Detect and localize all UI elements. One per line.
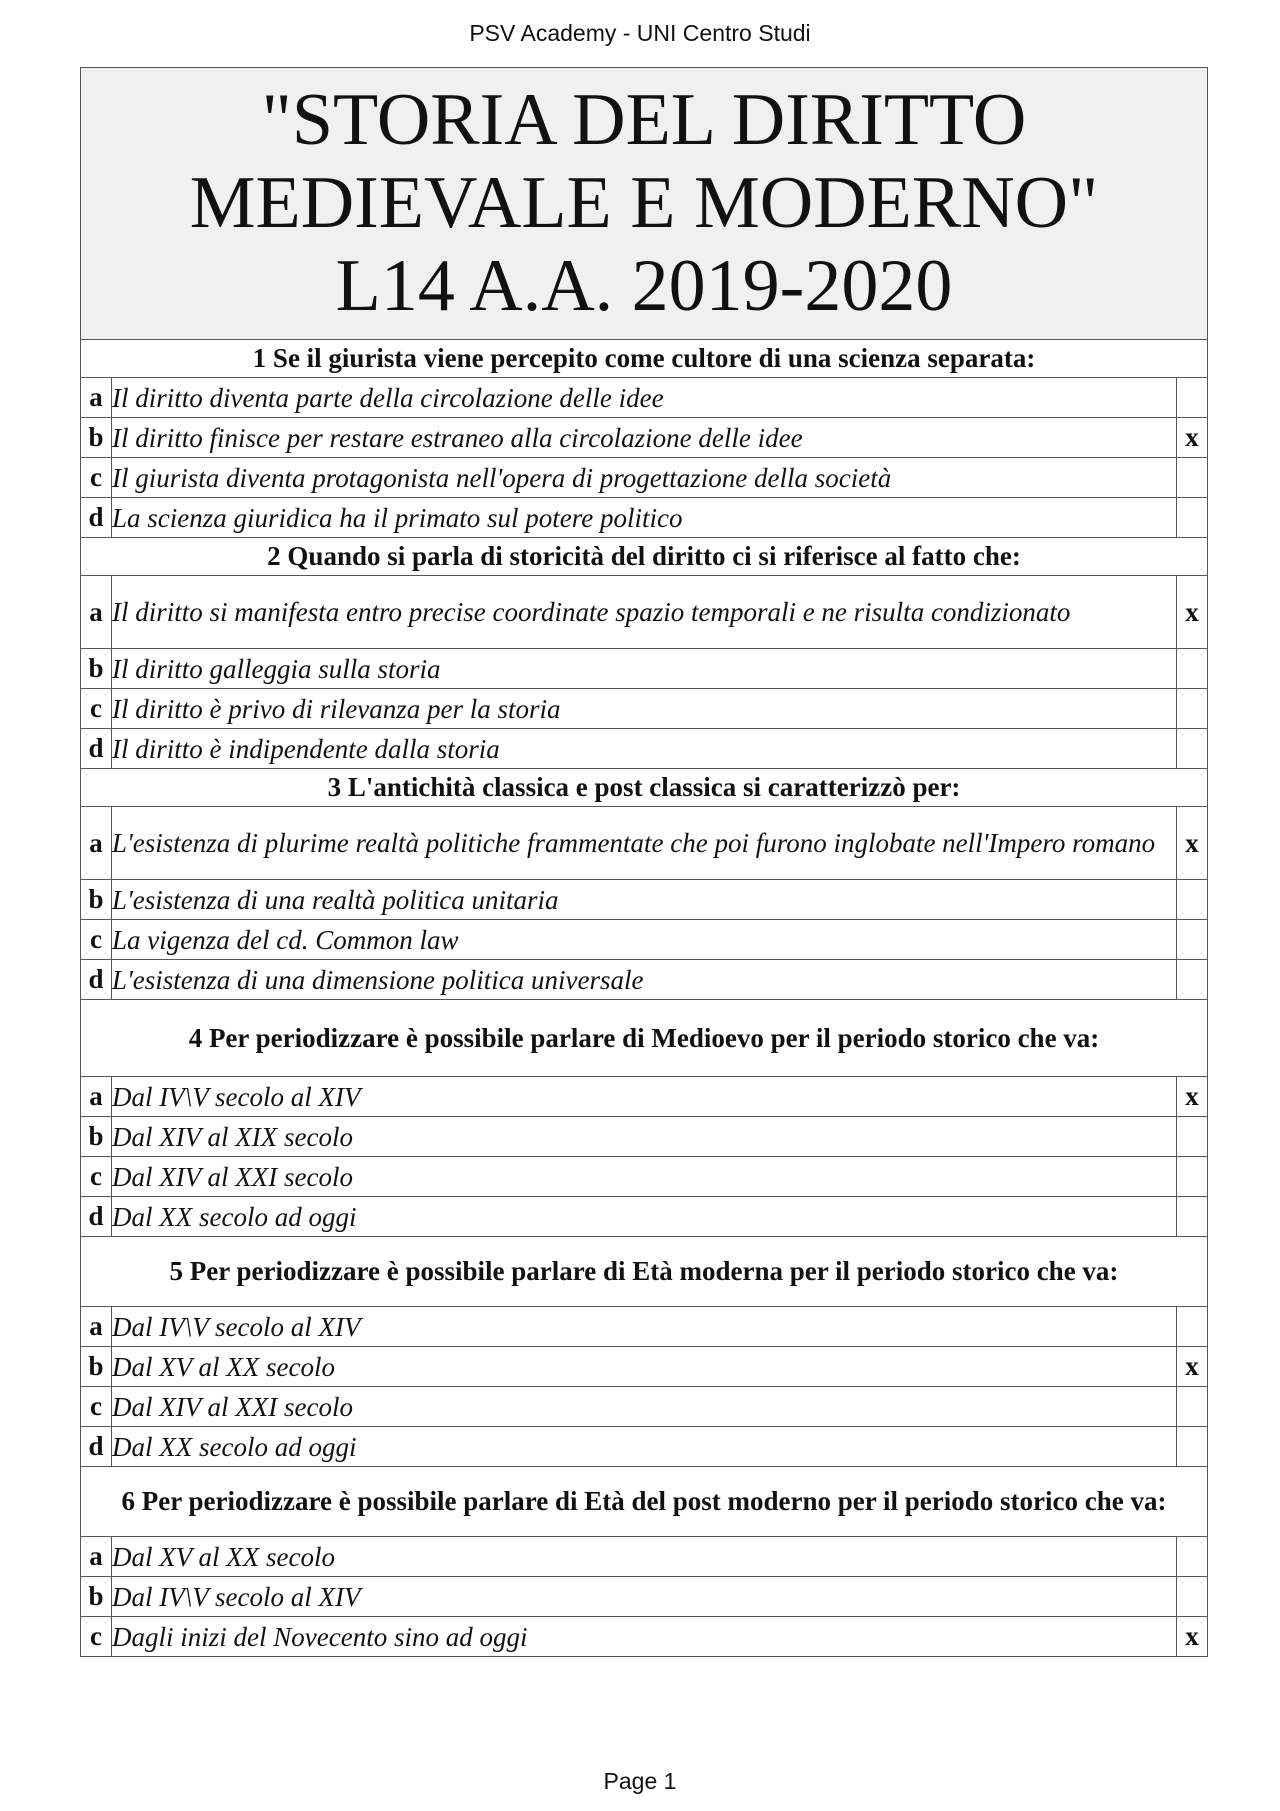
answer-mark: x bbox=[1177, 1347, 1208, 1387]
answer-mark bbox=[1177, 1537, 1208, 1577]
question-text: 3 L'antichità classica e post classica si caratterizzò per: bbox=[81, 769, 1208, 807]
answer-mark bbox=[1177, 1117, 1208, 1157]
question-text: 2 Quando si parla di storicità del diritto ci si riferisce al fatto che: bbox=[81, 538, 1208, 576]
answer-mark bbox=[1177, 1387, 1208, 1427]
question-text: 5 Per periodizzare è possibile parlare di Età moderna per il periodo storico che va: bbox=[81, 1237, 1208, 1307]
title-line-3: L14 A.A. 2019-2020 bbox=[335, 245, 953, 327]
option-letter: b bbox=[81, 649, 112, 689]
question-row bbox=[81, 1000, 1208, 1077]
option-row bbox=[81, 649, 1208, 689]
question-text: 4 Per periodizzare è possibile parlare di Medioevo per il periodo storico che va: bbox=[81, 1000, 1208, 1077]
option-row bbox=[81, 1157, 1208, 1197]
answer-mark: x bbox=[1177, 1077, 1208, 1117]
option-text: Dal IV\V secolo al XIV bbox=[112, 1577, 1177, 1617]
page-number: Page 1 bbox=[603, 1768, 677, 1794]
option-text: Il diritto galleggia sulla storia bbox=[112, 649, 1177, 689]
option-row bbox=[81, 807, 1208, 880]
option-letter: a bbox=[81, 1077, 112, 1117]
option-letter: d bbox=[81, 729, 112, 769]
answer-mark: x bbox=[1177, 1617, 1208, 1657]
option-text: L'esistenza di una dimensione politica universale bbox=[112, 960, 1177, 1000]
option-letter: a bbox=[81, 576, 112, 649]
option-row bbox=[81, 1347, 1208, 1387]
option-text: Dal XIV al XXI secolo bbox=[112, 1157, 1177, 1197]
option-letter: d bbox=[81, 960, 112, 1000]
option-letter: b bbox=[81, 1577, 112, 1617]
answer-mark bbox=[1177, 649, 1208, 689]
option-row bbox=[81, 1577, 1208, 1617]
answer-mark bbox=[1177, 378, 1208, 418]
title-row bbox=[81, 68, 1208, 340]
answer-mark bbox=[1177, 1197, 1208, 1237]
option-letter: c bbox=[81, 1157, 112, 1197]
option-row bbox=[81, 1617, 1208, 1657]
option-row bbox=[81, 1077, 1208, 1117]
option-text: La vigenza del cd. Common law bbox=[112, 920, 1177, 960]
option-text: Il diritto diventa parte della circolazione delle idee bbox=[112, 378, 1177, 418]
option-letter: b bbox=[81, 880, 112, 920]
option-text: Dal IV\V secolo al XIV bbox=[112, 1077, 1177, 1117]
option-letter: c bbox=[81, 920, 112, 960]
answer-mark bbox=[1177, 1307, 1208, 1347]
option-row bbox=[81, 1537, 1208, 1577]
option-row bbox=[81, 960, 1208, 1000]
option-letter: a bbox=[81, 807, 112, 880]
answer-mark bbox=[1177, 689, 1208, 729]
option-letter: b bbox=[81, 1347, 112, 1387]
option-letter: b bbox=[81, 1117, 112, 1157]
answer-mark bbox=[1177, 1577, 1208, 1617]
option-text: La scienza giuridica ha il primato sul potere politico bbox=[112, 498, 1177, 538]
question-text: 6 Per periodizzare è possibile parlare di Età del post moderno per il periodo storico che va: bbox=[81, 1467, 1208, 1537]
answer-mark bbox=[1177, 880, 1208, 920]
option-letter: a bbox=[81, 1537, 112, 1577]
option-letter: a bbox=[81, 1307, 112, 1347]
option-text: Il diritto finisce per restare estraneo alla circolazione delle idee bbox=[112, 418, 1177, 458]
option-text: Dal XIV al XXI secolo bbox=[112, 1387, 1177, 1427]
question-row bbox=[81, 538, 1208, 576]
option-row bbox=[81, 458, 1208, 498]
answer-mark: x bbox=[1177, 418, 1208, 458]
answer-mark bbox=[1177, 1157, 1208, 1197]
option-text: Il diritto è indipendente dalla storia bbox=[112, 729, 1177, 769]
option-letter: b bbox=[81, 418, 112, 458]
option-row bbox=[81, 576, 1208, 649]
quiz-table bbox=[80, 67, 1208, 1657]
option-row bbox=[81, 729, 1208, 769]
question-row bbox=[81, 1237, 1208, 1307]
option-text: L'esistenza di plurime realtà politiche frammentate che poi furono inglobate nell'Impero romano bbox=[112, 807, 1177, 880]
option-row bbox=[81, 689, 1208, 729]
answer-mark bbox=[1177, 729, 1208, 769]
option-row bbox=[81, 1117, 1208, 1157]
option-text: Il diritto si manifesta entro precise coordinate spazio temporali e ne risulta condizionato bbox=[112, 576, 1177, 649]
option-text: Il giurista diventa protagonista nell'opera di progettazione della società bbox=[112, 458, 1177, 498]
option-text: Dal XV al XX secolo bbox=[112, 1347, 1177, 1387]
answer-mark bbox=[1177, 960, 1208, 1000]
answer-mark bbox=[1177, 1427, 1208, 1467]
option-text: L'esistenza di una realtà politica unitaria bbox=[112, 880, 1177, 920]
option-letter: c bbox=[81, 1387, 112, 1427]
question-text: 1 Se il giurista viene percepito come cultore di una scienza separata: bbox=[81, 340, 1208, 378]
option-row bbox=[81, 498, 1208, 538]
option-row bbox=[81, 1197, 1208, 1237]
option-text: Dal XX secolo ad oggi bbox=[112, 1197, 1177, 1237]
answer-mark bbox=[1177, 458, 1208, 498]
option-letter: c bbox=[81, 689, 112, 729]
answer-mark bbox=[1177, 920, 1208, 960]
option-text: Dal XX secolo ad oggi bbox=[112, 1427, 1177, 1467]
option-row bbox=[81, 378, 1208, 418]
option-text: Il diritto è privo di rilevanza per la storia bbox=[112, 689, 1177, 729]
answer-mark: x bbox=[1177, 576, 1208, 649]
option-letter: c bbox=[81, 1617, 112, 1657]
option-letter: a bbox=[81, 378, 112, 418]
title-line-1: "STORIA DEL DIRITTO bbox=[261, 79, 1027, 161]
option-letter: d bbox=[81, 1197, 112, 1237]
answer-mark bbox=[1177, 498, 1208, 538]
option-text: Dal XIV al XIX secolo bbox=[112, 1117, 1177, 1157]
option-row bbox=[81, 418, 1208, 458]
option-letter: d bbox=[81, 498, 112, 538]
option-letter: c bbox=[81, 458, 112, 498]
question-row bbox=[81, 1467, 1208, 1537]
option-letter: d bbox=[81, 1427, 112, 1467]
answer-mark: x bbox=[1177, 807, 1208, 880]
option-row bbox=[81, 920, 1208, 960]
option-row bbox=[81, 1387, 1208, 1427]
option-text: Dal IV\V secolo al XIV bbox=[112, 1307, 1177, 1347]
document-title bbox=[81, 68, 1208, 340]
option-row bbox=[81, 1307, 1208, 1347]
option-text: Dagli inizi del Novecento sino ad oggi bbox=[112, 1617, 1177, 1657]
question-row bbox=[81, 769, 1208, 807]
option-text: Dal XV al XX secolo bbox=[112, 1537, 1177, 1577]
page-header: PSV Academy - UNI Centro Studi bbox=[469, 20, 811, 46]
option-row bbox=[81, 1427, 1208, 1467]
title-line-2: MEDIEVALE E MODERNO" bbox=[189, 162, 1099, 244]
question-row bbox=[81, 340, 1208, 378]
option-row bbox=[81, 880, 1208, 920]
